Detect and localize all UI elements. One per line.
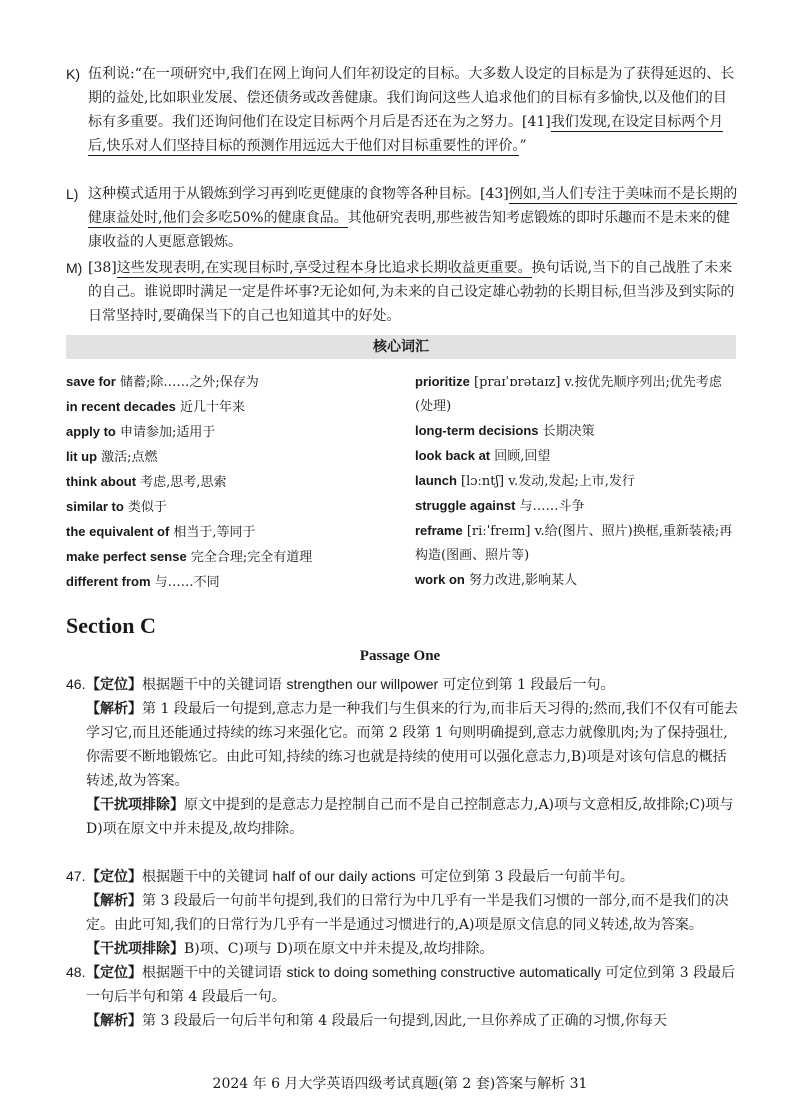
vocab-definition: 申请参加;适用于 [115,425,216,440]
vocab-item [415,370,737,419]
vocab-term: work on [415,572,465,587]
paragraph-body: [38]这些发现表明,在实现目标时,享受过程本身比追求长期收益更重要。换句话说,当下的自己战胜了未来的自己。谁说即时满足一定是件坏事?无论如何,为未来的自己设定雄心勃勃的长期目标,但当涉及到实际的日常坚持时,要确保当下的自己也知道其中的好处。 [88,260,735,324]
analysis-block: 【解析】第 3 段最后一句后半句和第 4 段最后一句提到,因此,一旦你养成了正确的习惯,你每天 [86,1013,667,1029]
question-number: 46. [66,676,86,692]
vocab-item [66,445,396,470]
vocab-term: the equivalent of [66,524,170,539]
location-tag: 【定位】 [86,677,142,693]
vocab-term: in recent decades [66,399,176,414]
distractor-block: 【干扰项排除】原文中提到的是意志力是控制自己而不是自己控制意志力,A)项与文意相反,故排除;C)项与 D)项在原文中并未提及,故均排除。 [86,797,734,837]
core-vocab-header: 核心词汇 [66,335,736,359]
vocab-item [415,568,737,593]
location-line: 【定位】根据题干中的关键词 half of our daily actions 可定位到第 3 段最后一句前半句。 [86,868,634,885]
vocab-item [66,470,396,495]
vocab-item [66,495,396,520]
vocab-definition: 激活;点燃 [97,450,158,465]
question-ref: [43] [480,186,509,202]
paragraph-label: L) [66,186,79,202]
analysis-block: 【解析】第 3 段最后一句前半句提到,我们的日常行为中几乎有一半是我们习惯的一部分,而不是我们的决定。由此可知,我们的日常行为几乎有一半是通过习惯进行的,A)项是原文信息的同义转述,故为答案。 [86,893,729,933]
analysis-tag: 【解析】 [86,893,142,909]
vocab-term: reframe [415,523,463,538]
vocab-item [415,494,737,519]
section-title: Section C [66,613,156,638]
analysis-tag: 【解析】 [86,1013,142,1029]
vocab-definition: 考虑,思考,思索 [136,475,227,490]
passage-l [66,182,738,254]
vocab-term: prioritize [415,374,470,389]
analysis-tag: 【解析】 [86,701,142,717]
vocab-definition: 完全合理;完全有道理 [186,550,313,565]
underlined-answer: 这些发现表明,在实现目标时,享受过程本身比追求长期收益更重要。 [116,260,532,276]
question-number: 47. [66,868,86,884]
underlined-answer: 我们发现,在设定目标两个月后,快乐对人们坚持目标的预测作用远远大于他们对目标重要性的评价。 [88,114,724,154]
vocab-term: struggle against [415,498,516,513]
question-ref: [41] [522,114,551,130]
vocab-item [66,395,396,420]
vocab-term: apply to [66,424,116,439]
paragraph-label: M) [66,260,83,276]
location-line: 【定位】根据题干中的关键词语 stick to doing something constructive automatically 可定位到第 3 段最后一句后半句和第 4 段最后一句。 [86,964,736,1005]
vocab-list-right [415,370,737,593]
vocab-definition: 类似于 [123,500,167,515]
answer-47 [66,864,738,961]
paragraph-label: K) [66,66,80,82]
distractor-block: 【干扰项排除】B)项、C)项与 D)项在原文中并未提及,故均排除。 [86,941,494,957]
location-line: 【定位】根据题干中的关键词语 strengthen our willpower 可定位到第 1 段最后一句。 [86,676,615,693]
passage-m [66,256,738,328]
vocab-definition: 努力改进,影响某人 [464,573,578,588]
vocab-term: similar to [66,499,124,514]
vocab-item [66,370,396,395]
vocab-list-left [66,370,396,595]
vocab-term: look back at [415,448,491,463]
vocab-term: think about [66,474,137,489]
location-tag: 【定位】 [86,965,142,981]
vocab-item [66,570,396,595]
vocab-definition: 与……斗争 [515,499,585,514]
answer-46 [66,672,738,841]
paragraph-body: 伍利说:“在一项研究中,我们在网上询问人们年初设定的目标。大多数人设定的目标是为了获得延迟的、长期的益处,比如职业发展、偿还债务或改善健康。我们询问这些人追求他们的目标有多愉快,以及他们的目标有多重要。我们还询问他们在设定目标两个月后是否还在为之努力。[41]我们发现,在设定目标两个月后,快乐对人们坚持目标的预测作用远远大于他们对目标重要性的评价。” [88,66,735,154]
vocab-definition: 相当于,等同于 [169,525,256,540]
vocab-item [415,419,737,444]
vocab-item [66,520,396,545]
analysis-block: 【解析】第 1 段最后一句提到,意志力是一种我们与生俱来的行为,而非后天习得的;然而,我们不仅有可能去学习它,而且还能通过持续的练习来强化它。而第 2 段第 1 句则明确提到,意志力就像肌肉;为了保持强壮,你需要不断地锻炼它。由此可知,持续的练习也就是持续的使用可以强化意志力,B)项是对该句信息的概括转述,故为答案。 [86,701,738,789]
vocab-item [415,444,737,469]
vocab-item [66,545,396,570]
vocab-term: lit up [66,449,98,464]
vocab-definition: [praɪˈɒrətaɪz] v.按优先顺序列出;优先考虑(处理) [415,375,722,414]
vocab-definition: 回顾,回望 [490,449,551,464]
vocab-item [415,469,737,494]
vocab-term: different from [66,574,151,589]
distractor-tag: 【干扰项排除】 [86,797,184,813]
vocab-term: long-term decisions [415,423,539,438]
passage-k [66,62,738,158]
page-footer: 2024 年 6 月大学英语四级考试真题(第 2 套)答案与解析 31 [212,1076,588,1092]
passage-title: Passage One [359,648,441,664]
location-tag: 【定位】 [86,869,142,885]
answer-48 [66,960,738,1033]
distractor-tag: 【干扰项排除】 [86,941,184,957]
vocab-term: launch [415,473,457,488]
vocab-term: save for [66,374,116,389]
vocab-definition: 长期决策 [538,424,595,439]
vocab-item [415,519,737,568]
vocab-definition: [lɔːntʃ] v.发动,发起;上市,发行 [456,474,635,489]
vocab-item [66,420,396,445]
vocab-definition: 储蓄;除……之外;保存为 [115,375,259,390]
vocab-definition: 近几十年来 [175,400,245,415]
underlined-answer: 例如,当人们专注于美味而不是长期的健康益处时,他们会多吃50%的健康食品。 [88,186,738,226]
question-number: 48. [66,964,86,980]
paragraph-body: 这种模式适用于从锻炼到学习再到吃更健康的食物等各种目标。[43]例如,当人们专注于美味而不是长期的健康益处时,他们会多吃50%的健康食品。其他研究表明,那些被告知考虑锻炼的即时乐趣而不是未来的健康收益的人更愿意锻炼。 [88,186,738,250]
question-ref: [38] [88,260,117,276]
vocab-definition: [riːˈfreɪm] v.给(图片、照片)换框,重新装裱;再构造(图画、照片等) [415,524,733,563]
vocab-definition: 与……不同 [150,575,220,590]
vocab-term: make perfect sense [66,549,187,564]
